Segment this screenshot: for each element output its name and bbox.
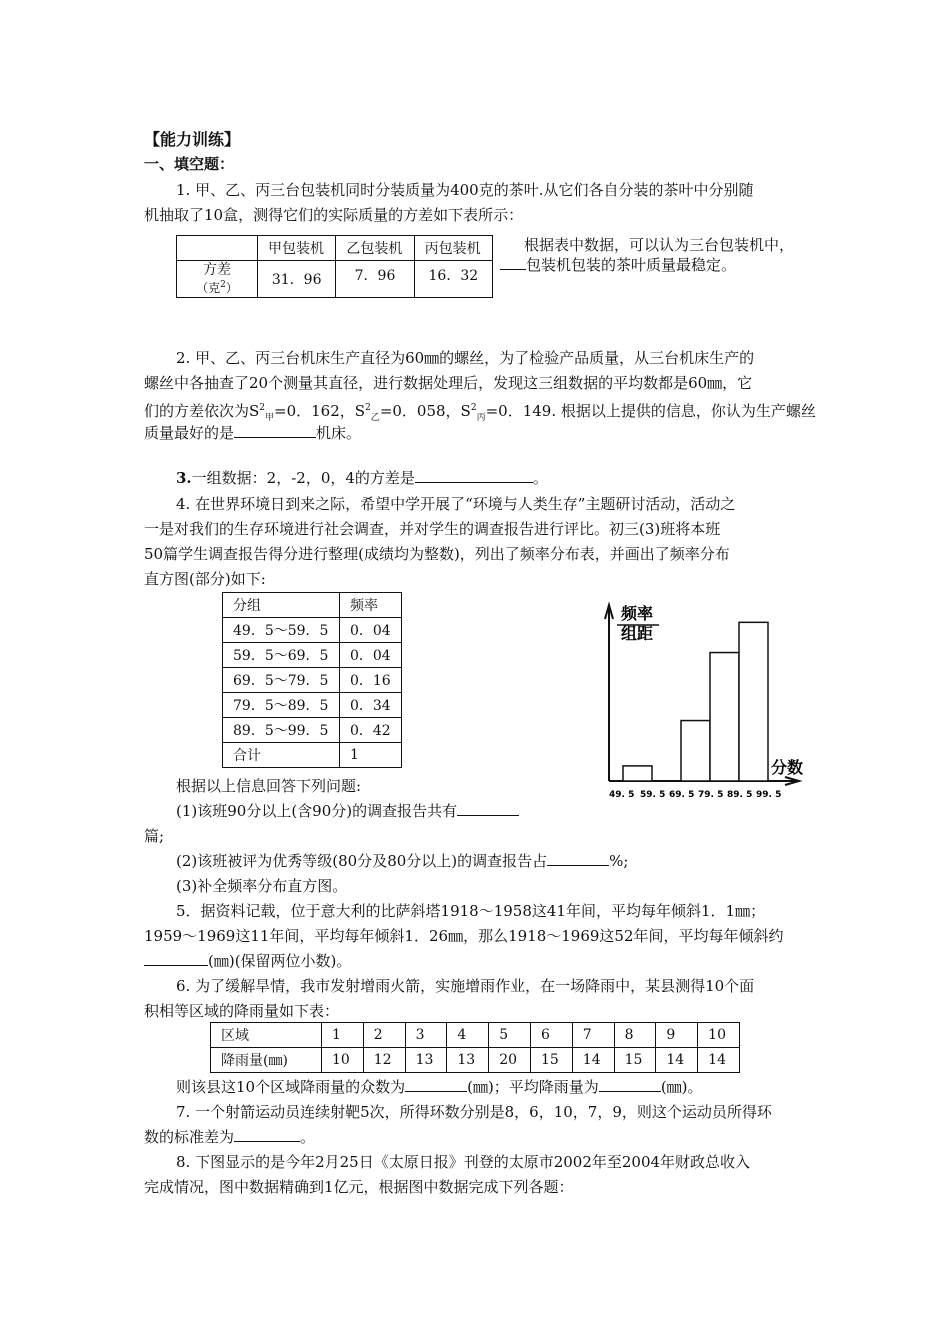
- histogram-bar-5: [739, 622, 768, 781]
- q6-line1: 6. 为了缓解旱情，我市发射增雨火箭，实施增雨作业，在一场降雨中，某县测得10个面: [176, 977, 755, 995]
- q6-region-1: 1: [322, 1023, 364, 1048]
- q1-header-yi: 乙包装机: [336, 236, 414, 261]
- section-heading: 【能力训练】: [144, 130, 241, 149]
- q5-answer-blank[interactable]: [144, 951, 208, 966]
- q1-row-label-unit: （克$^2$）: [196, 279, 238, 295]
- q4-line4: 直方图(部分)如下:: [144, 570, 266, 588]
- q4-total-label: 合计: [223, 743, 340, 768]
- q6-rain-8: 15: [614, 1048, 656, 1073]
- q5-line1: 5．据资料记载，位于意大利的比萨斜塔1918～1958这41年间，平均每年倾斜1．1㎜；: [176, 902, 766, 920]
- section-title: 一、填空题：: [144, 155, 235, 173]
- q6-rain-6: 15: [530, 1048, 572, 1073]
- q6-region-6: 6: [530, 1023, 572, 1048]
- q4-sub2-blank[interactable]: [547, 851, 609, 866]
- q4-freq-3: 0．16: [339, 668, 401, 693]
- histogram-tick-4: 79. 5: [698, 790, 724, 800]
- q4-line2: 一是对我们的生存环境进行社会调查，并对学生的调查报告进行评比。初三(3)班将本班: [144, 520, 721, 538]
- q6-rain-2: 12: [363, 1048, 405, 1073]
- q1-side-line2: 包装机包装的茶叶质量最稳定。: [500, 255, 736, 275]
- q6-rain-4: 13: [447, 1048, 489, 1073]
- q4-total-value: 1: [339, 743, 401, 768]
- q5-line3: (㎜)(保留两位小数)。: [144, 951, 351, 971]
- q4-group-5: 89．5～99．5: [223, 718, 340, 743]
- q1-side-line1: 根据表中数据，可以认为三台包装机中，: [524, 236, 795, 254]
- q2-line2: 螺丝中各抽查了20个测量其直径，进行数据处理后，发现这三组数据的平均数都是60㎜，它: [144, 374, 753, 392]
- q6-region-8: 8: [614, 1023, 656, 1048]
- q1-table-corner: [177, 236, 258, 261]
- q1-value-jia: 31．96: [258, 261, 336, 298]
- histogram-tick-6: 99. 5: [756, 790, 782, 800]
- q6-rain-3: 13: [405, 1048, 447, 1073]
- q6-region-2: 2: [363, 1023, 405, 1048]
- q4-sub1: (1)该班90分以上(含90分)的调查报告共有: [176, 801, 519, 821]
- q4-group-2: 59．5～69．5: [223, 643, 340, 668]
- histogram-tick-2: 59. 5: [640, 790, 666, 800]
- q2-answer-blank[interactable]: [234, 423, 316, 438]
- q1-variance-table: [176, 235, 493, 298]
- q3-answer-blank[interactable]: [415, 468, 533, 483]
- q1-line1: 1. 甲、乙、丙三台包装机同时分装质量为400克的茶叶.从它们各自分装的茶叶中分别随: [176, 181, 754, 199]
- frequency-histogram: [595, 595, 815, 805]
- histogram-bar-4: [710, 653, 739, 781]
- q6-region-3: 3: [405, 1023, 447, 1048]
- q4-group-3: 69．5～79．5: [223, 668, 340, 693]
- histogram-ylabel-bottom: 组距: [621, 624, 654, 643]
- q8-line1: 8. 下图显示的是今年2月25日《太原日报》刊登的太原市2002年至2004年财政总收入: [176, 1153, 751, 1171]
- q4-freq-1: 0．04: [339, 618, 401, 643]
- q4-line1: 4. 在世界环境日到来之际，希望中学开展了“环境与人类生存”主题研讨活动，活动之: [176, 495, 736, 513]
- histogram-bar-3: [681, 721, 710, 781]
- histogram-tick-1: 49. 5: [609, 790, 635, 800]
- q4-group-4: 79．5～89．5: [223, 693, 340, 718]
- q6-mode-blank[interactable]: [405, 1077, 467, 1092]
- q1-line2: 机抽取了10盒，测得它们的实际质量的方差如下表所示：: [144, 206, 524, 224]
- q6-mean-blank[interactable]: [599, 1077, 661, 1092]
- q6-region-10: 10: [698, 1023, 740, 1048]
- q6-region-9: 9: [656, 1023, 698, 1048]
- q4-freq-2: 0．04: [339, 643, 401, 668]
- q6-row2-label: 降雨量(㎜): [211, 1048, 322, 1073]
- q4-header-group: 分组: [223, 593, 340, 618]
- q4-sub1-end: 篇;: [144, 827, 165, 845]
- q1-row-label-main: 方差: [203, 261, 231, 278]
- q4-sub2: (2)该班被评为优秀等级(80分及80分以上)的调查报告占 %;: [176, 852, 629, 870]
- q7-answer-blank[interactable]: [234, 1127, 300, 1142]
- q6-rain-1: 10: [322, 1048, 364, 1073]
- q6-rain-5: 20: [489, 1048, 531, 1073]
- q6-after: 则该县这10个区域降雨量的众数为 (㎜)；平均降雨量为 (㎜)。: [176, 1078, 703, 1096]
- q7-line2: 数的标准差为 。: [144, 1128, 316, 1146]
- q6-line2: 积相等区域的降雨量如下表：: [144, 1002, 340, 1020]
- histogram-ylabel-top: 频率: [621, 604, 654, 623]
- q4-sub1-blank[interactable]: [457, 801, 519, 816]
- q4-line3: 50篇学生调查报告得分进行整理(成绩均为整数)，列出了频率分布表，并画出了频率分布: [144, 545, 730, 563]
- q3-line: 3.一组数据：2，-2，0，4的方差是 。: [176, 469, 548, 487]
- histogram-xlabel: 分数: [771, 758, 804, 777]
- q1-value-yi: 7．96: [336, 261, 414, 298]
- q6-rain-7: 14: [572, 1048, 614, 1073]
- q2-line4: 质量最好的是 机床。: [144, 424, 362, 442]
- q6-rain-9: 14: [656, 1048, 698, 1073]
- q4-header-frequency: 频率: [339, 593, 401, 618]
- histogram-tick-5: 89. 5: [727, 790, 753, 800]
- q7-line1: 7. 一个射箭运动员连续射靶5次，所得环数分别是8，6，10，7，9，则这个运动员所得环: [176, 1103, 772, 1121]
- q4-group-1: 49．5～59．5: [223, 618, 340, 643]
- q4-freq-5: 0．42: [339, 718, 401, 743]
- q4-frequency-table: [222, 592, 402, 768]
- q1-header-jia: 甲包装机: [258, 236, 336, 261]
- q6-rain-10: 14: [698, 1048, 740, 1073]
- q1-answer-blank[interactable]: [500, 255, 526, 270]
- q4-sub3: (3)补全频率分布直方图。: [176, 877, 348, 895]
- q6-rainfall-table: [210, 1022, 740, 1073]
- q6-row1-label: 区域: [211, 1023, 322, 1048]
- q6-region-5: 5: [489, 1023, 531, 1048]
- q4-freq-4: 0．34: [339, 693, 401, 718]
- q6-region-7: 7: [572, 1023, 614, 1048]
- q1-row-label: [177, 261, 258, 298]
- q4-after-text: 根据以上信息回答下列问题:: [176, 777, 362, 795]
- q2-line1: 2. 甲、乙、丙三台机床生产直径为60㎜的螺丝，为了检验产品质量，从三台机床生产的: [176, 349, 755, 367]
- q8-line2: 完成情况，图中数据精确到1亿元，根据图中数据完成下列各题：: [144, 1178, 574, 1196]
- q1-header-bing: 丙包装机: [414, 236, 492, 261]
- histogram-bar-1: [623, 766, 652, 781]
- q1-value-bing: 16．32: [414, 261, 492, 298]
- q5-line2: 1959～1969这11年间，平均每年倾斜1．26㎜，那么1918～1969这52年间，平均每年倾斜约: [144, 927, 784, 945]
- q2-line3: 们的方差依次为$S^2_甲=0$．162，$S^2_乙=0$．058，$S^2_丙=0$．149. 根据以上提供的信息，你认为生产螺丝: [144, 402, 816, 423]
- histogram-tick-3: 69. 5: [669, 790, 695, 800]
- q6-region-4: 4: [447, 1023, 489, 1048]
